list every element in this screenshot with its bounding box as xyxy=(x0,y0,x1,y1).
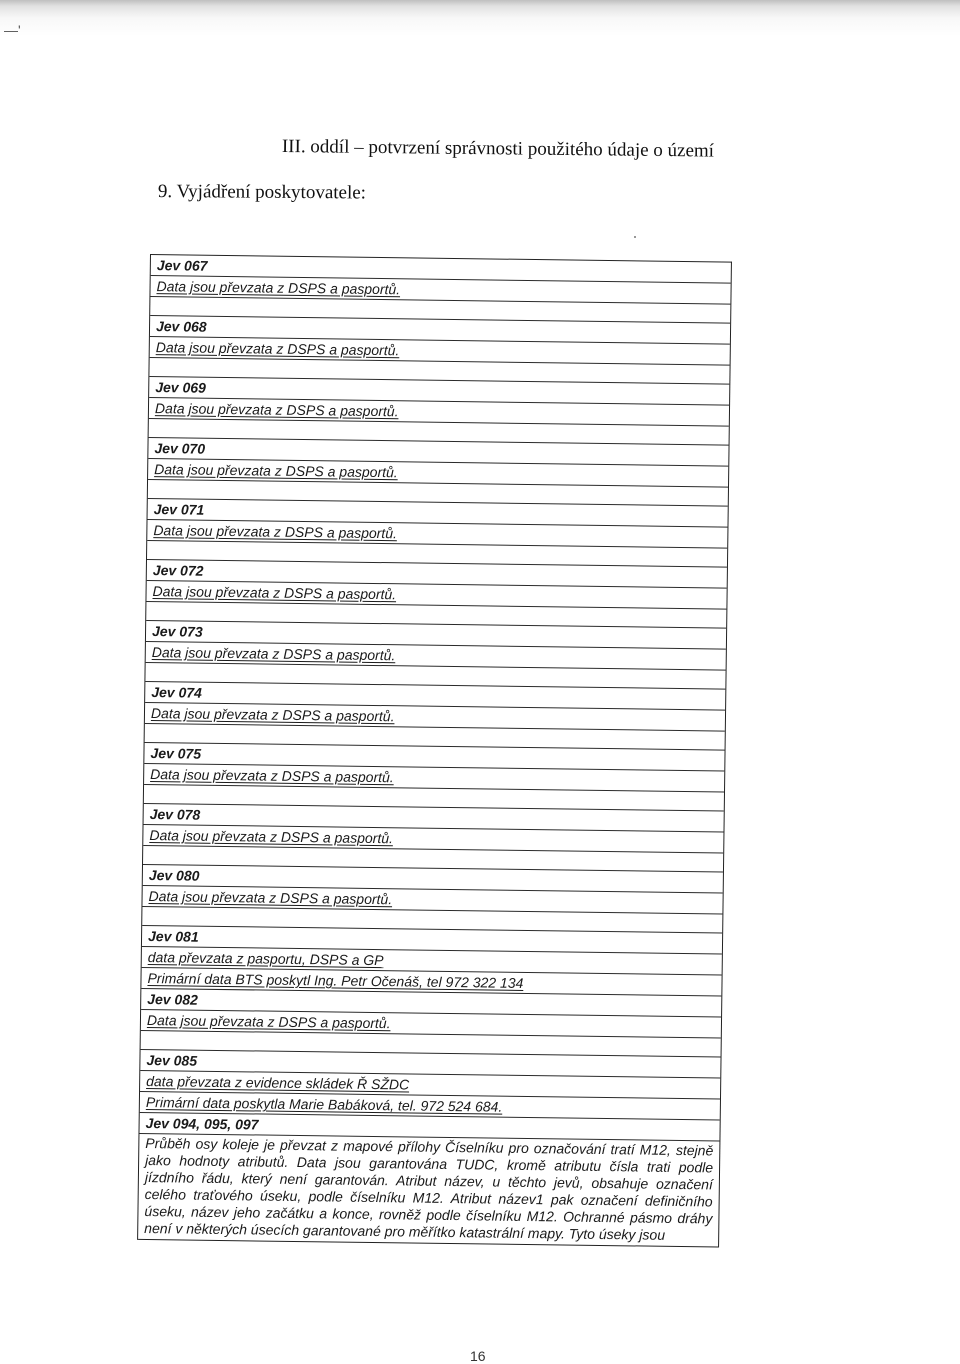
entry-title: Jev 094, 095, 097 xyxy=(139,1113,719,1142)
entry-note: Data jsou převzata z DSPS a pasportů. xyxy=(146,642,726,671)
entry-note: Data jsou převzata z DSPS a pasportů. xyxy=(144,764,724,793)
entry-note: Data jsou převzata z DSPS a pasportů. xyxy=(148,459,728,488)
entry-note: Data jsou převzata z DSPS a pasportů. xyxy=(143,825,723,854)
entry-title: Jev 073 xyxy=(146,621,726,650)
entry-note: Data jsou převzata z DSPS a pasportů. xyxy=(142,886,722,915)
entry-note: Data jsou převzata z DSPS a pasportů. xyxy=(149,398,729,427)
entry-title: Jev 081 xyxy=(142,926,722,955)
entry-paragraph: Průběh osy koleje je převzat z mapové přílohy Číselníku pro označování tratí M12, stejně jako hodnoty atributů. Data jsou garantována TUDC, kromě atributu čísla trati podle jízdního řádu, který není garantován. Atribut název, u těchto jevů, obsahuje označení celého traťového úseku, podle číselníku M12. Atribut název1 pak označení definičního úseku, název jeho začátku a konce, rovněž podle číselníku M12. Ochranné pásmo dráhy není v některých úsecích garantované pro měřítko katastrální mapy. Tyto úseky jsou xyxy=(138,1134,719,1248)
entry-title: Jev 080 xyxy=(143,865,723,894)
entry-title: Jev 068 xyxy=(150,316,730,345)
section-heading: III. oddíl – potvrzení správnosti použitého údaje o území xyxy=(281,136,715,162)
scan-edge-shadow xyxy=(0,0,960,36)
entry-title: Jev 071 xyxy=(148,499,728,528)
entry-note: Primární data poskytla Marie Babáková, tel. 972 524 684. xyxy=(140,1092,720,1121)
entry-title: Jev 075 xyxy=(144,743,724,772)
entry-note: Primární data BTS poskytl Ing. Petr Očenáš, tel 972 322 134 xyxy=(141,968,721,997)
entry-note: Data jsou převzata z DSPS a pasportů. xyxy=(146,581,726,610)
entry-note: Data jsou převzata z DSPS a pasportů. xyxy=(141,1010,721,1039)
page-number: 16 xyxy=(470,1348,486,1364)
provider-statement-heading: 9. Vyjádření poskytovatele: xyxy=(157,181,367,204)
entry-title: Jev 082 xyxy=(141,989,721,1018)
entry-note: data převzata z pasportu, DSPS a GP xyxy=(142,947,722,976)
entry-note: Data jsou převzata z DSPS a pasportů. xyxy=(147,520,727,549)
entry-title: Jev 072 xyxy=(147,560,727,589)
entry-note: Data jsou převzata z DSPS a pasportů. xyxy=(150,337,730,366)
entry-title: Jev 070 xyxy=(148,438,728,467)
scan-speck xyxy=(634,236,636,238)
entry-note: Data jsou převzata z DSPS a pasportů. xyxy=(145,703,725,732)
entry-note: Data jsou převzata z DSPS a pasportů. xyxy=(150,276,730,305)
entry-title: Jev 069 xyxy=(149,377,729,406)
entry-title: Jev 074 xyxy=(145,682,725,711)
scan-corner-mark: —' xyxy=(4,22,21,38)
entry-note: data převzata z evidence skládek Ř SŽDC xyxy=(140,1071,720,1100)
entry-title: Jev 067 xyxy=(151,255,731,284)
provider-statement-form xyxy=(137,254,732,1248)
entry-title: Jev 085 xyxy=(140,1050,720,1079)
entry-title: Jev 078 xyxy=(144,804,724,833)
